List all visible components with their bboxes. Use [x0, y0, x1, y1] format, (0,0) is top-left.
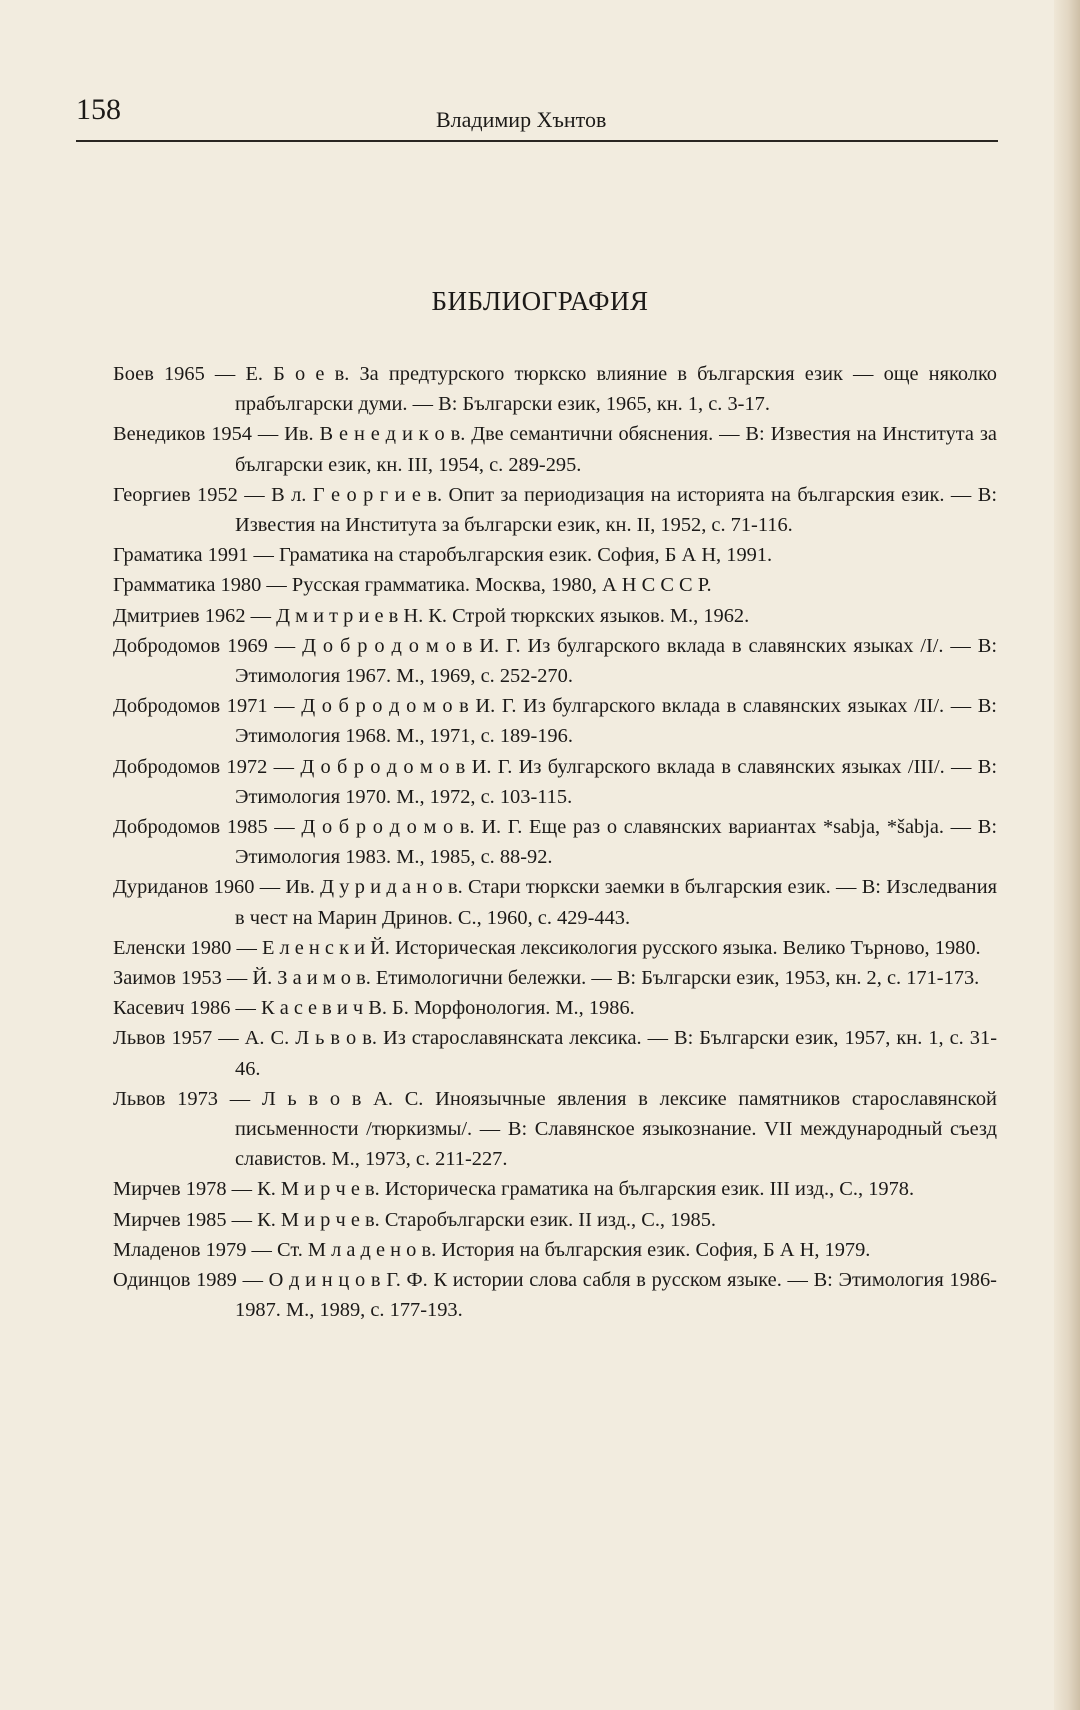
entry-text: Две семантични обяснения. — В: Известия на Института за български език, кн. III, 1954, с. 289-295. [235, 423, 997, 476]
entry-key: Добродомов 1972 [113, 755, 268, 778]
entry-author: К а с е в и ч [261, 997, 364, 1020]
bibliography-entry: Мирчев 1978 — К. М и р ч е в. Историческа граматика на българския език. III изд., С., 1978. [113, 1178, 915, 1201]
page-header [76, 92, 998, 142]
entry-key: Львов 1973 [113, 1087, 218, 1110]
entry-key: Граматика 1991 [113, 544, 249, 567]
entry-text: Стари тюркски заемки в българския език. — В: Изследвания в чест на Марин Дринов. С., 1960, с. 429-443. [235, 876, 998, 929]
entry-text: История на българския език. София, Б А Н, 1979. [441, 1238, 871, 1261]
entry-key: Венедиков 1954 [113, 423, 252, 446]
page-number: 158 [76, 93, 121, 126]
entry-key: Добродомов 1971 [113, 695, 268, 718]
entry-author: Д м и т р и е в [276, 604, 399, 627]
bibliography-entry: Граматика 1991 — Граматика на старобългарския език. София, Б А Н, 1991. [113, 544, 773, 567]
bibliography-entry: Львов 1957 — А. С. Л ь в о в. Из старославянската лексика. — В: Български език, 1957, кн. 1, с. 31-46. [113, 1027, 997, 1080]
entry-key: Добродомов 1969 [113, 634, 268, 657]
entry-text: Опит за периодизация на историята на българския език. — В: Известия на Института за български език, кн. II, 1952, с. 71-116. [235, 483, 997, 537]
entry-author: Е. Б о е в. [245, 363, 350, 385]
bibliography-entry: Еленски 1980 — Е л е н с к и Й. Историческая лексикология русского языка. Велико Търново, 1980. [113, 936, 981, 959]
entry-key: Мирчев 1978 [113, 1178, 227, 1201]
entry-key: Дуриданов 1960 [113, 876, 255, 899]
entry-text: И. Г. Из булгарского вклада в славянских языках /II/. — В: Этимология 1968. М., 1971, с. 189-196. [235, 695, 997, 748]
bibliography-entry: Венедиков 1954 — Ив. В е н е д и к о в. Две семантични обяснения. — В: Известия на Института за български език, кн. III, 1954, с. 289-295. [113, 423, 997, 476]
entry-author: А. С. Л ь в о в. [244, 1027, 377, 1050]
bibliography-entry: Мирчев 1985 — К. М и р ч е в. Старобългарски език. II изд., С., 1985. [113, 1208, 716, 1231]
bibliography-entry: Одинцов 1989 — О д и н ц о в Г. Ф. К истории слова сабля в русском языке. — В: Этимология 1986-1987. М., 1989, с. 177-193. [113, 1269, 997, 1322]
bibliography-entry: Младенов 1979 — Ст. М л а д е н о в. История на българския език. София, Б А Н, 1979. [113, 1238, 871, 1261]
entry-text: В. Б. Морфонология. М., 1986. [368, 997, 635, 1020]
bibliography-entry: Заимов 1953 — Й. З а и м о в. Етимологични бележки. — В: Български език, 1953, кн. 2, с. 171-173. [113, 967, 980, 990]
bibliography-entry: Георгиев 1952 — В л. Г е о р г и е в. Опит за периодизация на историята на българския език. — В: Известия на Института за български език, кн. II, 1952, с. 71-116. [113, 483, 997, 537]
entry-key: Младенов 1979 [113, 1238, 247, 1261]
bibliography-entry: Добродомов 1972 — Д о б р о д о м о в И. Г. Из булгарского вклада в славянских языках /III/. — В: Этимология 1970. М., 1972, с. 103-115. [113, 755, 997, 808]
bibliography-entry: Касевич 1986 — К а с е в и ч В. Б. Морфонология. М., 1986. [113, 997, 635, 1020]
entry-text: Граматика на старобългарския език. София, Б А Н, 1991. [278, 544, 773, 567]
entry-text: И. Г. Из булгарского вклада в славянских языках /III/. — В: Этимология 1970. М., 1972, с. 103-115. [235, 755, 997, 808]
bibliography-entry: Грамматика 1980 — Русская грамматика. Москва, 1980, А Н С С С Р. [113, 574, 712, 597]
entry-key: Дмитриев 1962 [113, 604, 246, 627]
entry-author: Д о б р о д о м о в. [301, 816, 475, 839]
entry-text: Старобългарски език. II изд., С., 1985. [384, 1208, 716, 1231]
entry-key: Заимов 1953 [113, 967, 222, 990]
entry-key: Добродомов 1985 [113, 816, 268, 839]
entry-text: И. Г. Еще раз о славянских вариантах *sabja, *šabja. — В: Этимология 1983. М., 1985, с. 88-92. [235, 816, 997, 869]
entry-text: Н. К. Строй тюркских языков. М., 1962. [403, 604, 750, 627]
entry-author: В л. Г е о р г и е в. [271, 483, 443, 506]
bibliography-entry: Добродомов 1971 — Д о б р о д о м о в И. Г. Из булгарского вклада в славянских языках /II/. — В: Этимология 1968. М., 1971, с. 189-196. [113, 695, 997, 748]
entry-text: А. С. Иноязычные явления в лексике памятников старославянской письменности /тюркизмы/. — В: Славянское языкознание. VII международный съезд славистов. М., 1973, с. 211-227. [235, 1087, 997, 1171]
entry-key: Одинцов 1989 [113, 1269, 237, 1292]
bibliography-entry: Дмитриев 1962 — Д м и т р и е в Н. К. Строй тюркских языков. М., 1962. [113, 604, 750, 627]
entry-key: Боев 1965 [113, 363, 205, 385]
entry-author: Е л е н с к и Й. [261, 936, 390, 959]
entry-author: К. М и р ч е в. [257, 1208, 380, 1231]
entry-author: О д и н ц о в [268, 1269, 381, 1292]
entry-author: Л ь в о в [261, 1087, 362, 1110]
entry-text: За предтурского тюркско влияние в българския език — още няколко прабългарски думи. — В: Български език, 1965, кн. 1, с. 3-17. [235, 363, 998, 416]
page-edge-shadow [1054, 0, 1080, 1710]
bibliography-list [113, 359, 997, 1326]
entry-author: Ив. В е н е д и к о в. [284, 423, 466, 446]
entry-author: Д о б р о д о м о в [301, 695, 469, 718]
entry-author: Ст. М л а д е н о в. [277, 1238, 437, 1261]
entry-text: Етимологични бележки. — В: Български език, 1953, кн. 2, с. 171-173. [375, 967, 980, 990]
entry-text: Из старославянската лексика. — В: Български език, 1957, кн. 1, с. 31-46. [235, 1027, 997, 1080]
bibliography-entry: Добродомов 1985 — Д о б р о д о м о в. И. Г. Еще раз о славянских вариантах *sabja, *šabja. — В: Этимология 1983. М., 1985, с. 88-92. [113, 816, 997, 869]
entry-text: Русская грамматика. Москва, 1980, А Н С С С Р. [291, 574, 712, 597]
entry-author: Ив. Д у р и д а н о в. [285, 876, 463, 899]
bibliography-entry: Добродомов 1969 — Д о б р о д о м о в И. Г. Из булгарского вклада в славянских языках /I/. — В: Этимология 1967. М., 1969, с. 252-270. [113, 634, 997, 688]
entry-text: Историческа граматика на българския език. III изд., С., 1978. [384, 1178, 915, 1201]
bibliography-entry: Дуриданов 1960 — Ив. Д у р и д а н о в. Стари тюркски заемки в българския език. — В: Изследвания в чест на Марин Дринов. С., 1960, с. 429-443. [113, 876, 998, 929]
entry-author: Д о б р о д о м о в [300, 755, 466, 778]
entry-key: Мирчев 1985 [113, 1208, 227, 1231]
entry-key: Георгиев 1952 [113, 483, 238, 506]
entry-author: Д о б р о д о м о в [302, 634, 473, 657]
bibliography-entry: Боев 1965 — Е. Б о е в. За предтурского тюркско влияние в българския език — още няколко прабългарски думи. — В: Български език, 1965, кн. 1, с. 3-17. [113, 363, 998, 416]
entry-text: Г. Ф. К истории слова сабля в русском языке. — В: Этимология 1986-1987. М., 1989, с. 177-193. [235, 1269, 997, 1322]
entry-key: Касевич 1986 [113, 997, 231, 1020]
entry-key: Львов 1957 [113, 1027, 213, 1050]
entry-key: Еленски 1980 [113, 936, 232, 959]
entry-key: Грамматика 1980 [113, 574, 262, 597]
running-title: Владимир Хънтов [436, 107, 607, 132]
entry-text: И. Г. Из булгарского вклада в славянских языках /I/. — В: Этимология 1967. М., 1969, с. 252-270. [235, 634, 997, 688]
section-title: БИБЛИОГРАФИЯ [431, 286, 649, 316]
entry-author: Й. З а и м о в. [252, 967, 371, 990]
bibliography-entry: Львов 1973 — Л ь в о в А. С. Иноязычные явления в лексике памятников старославянской письменности /тюркизмы/. — В: Славянское языкознание. VII международный съезд славистов. М., 1973, с. 211-227. [113, 1087, 997, 1171]
entry-text: Историческая лексикология русского языка. Велико Търново, 1980. [395, 936, 981, 959]
entry-author: К. М и р ч е в. [257, 1178, 380, 1201]
